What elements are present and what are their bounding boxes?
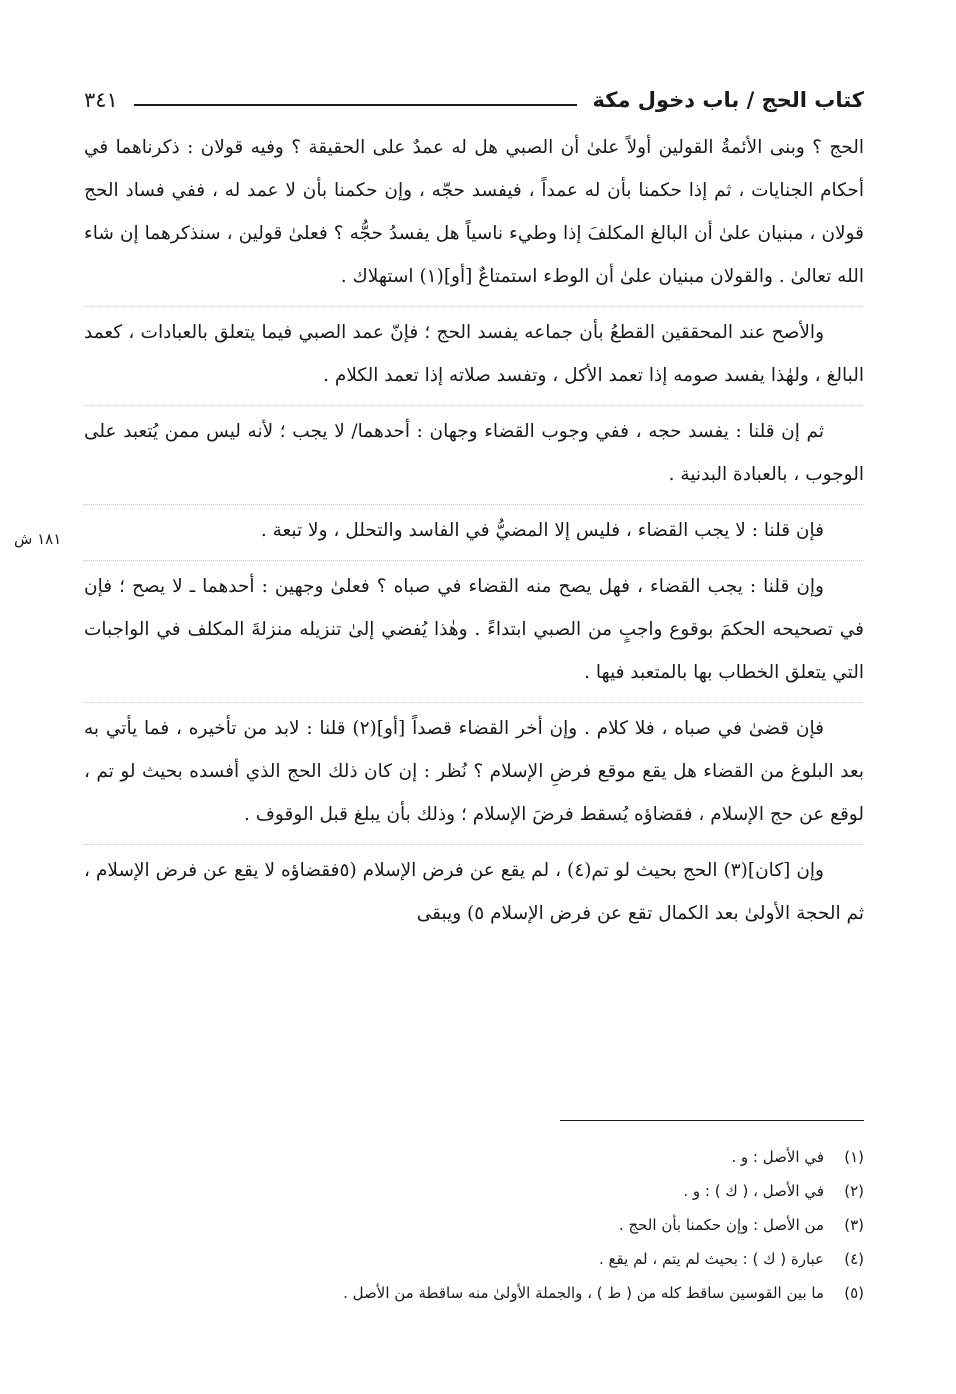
footnote bbox=[200, 1242, 864, 1276]
running-header bbox=[84, 80, 864, 120]
footnote-number: (٤) bbox=[844, 1250, 864, 1268]
paragraph: والأصح عند المحققين القطعُ بأن جماعه يفسد الحج ؛ فإنّ عمد الصبي فيما يتعلق بالعبادات ، كعمد البالغ ، ولهٰذا يفسد صومه إذا تعمد الأكل ، وتفسد صلاته إذا تعمد الكلام . bbox=[84, 306, 864, 397]
footnote-text: عبارة ( ك ) : بحيث لم يتم ، لم يقع . bbox=[599, 1250, 824, 1268]
footnote bbox=[200, 1140, 864, 1174]
footnote-number: (٢) bbox=[844, 1182, 864, 1200]
footnote-number: (٥) bbox=[844, 1284, 864, 1302]
footnote-number: (١) bbox=[844, 1148, 864, 1166]
margin-folio-note: ١٨١ ش bbox=[14, 530, 62, 548]
footnote-text: في الأصل : و . bbox=[731, 1148, 824, 1166]
footnote-number: (٣) bbox=[844, 1216, 864, 1234]
footnotes bbox=[200, 1140, 864, 1310]
paragraph: ثم إن قلنا : يفسد حجه ، ففي وجوب القضاء وجهان : أحدهما/ لا يجب ؛ لأنه ليس ممن يُتعبد على الوجوب ، بالعبادة البدنية . bbox=[84, 405, 864, 496]
footnote bbox=[200, 1174, 864, 1208]
paragraph: الحج ؟ وبنى الأئمةُ القولين أولاً علىٰ أن الصبي هل له عمدٌ على الحقيقة ؟ وفيه قولان : ذكرناهما في أحكام الجنايات ، ثم إذا حكمنا بأن له عمداً ، فيفسد حجّه ، وإن حكمنا بأن لا عمد له ، ففي فساد الحج قولان ، مبنيان علىٰ أن البالغ المكلفَ إذا وطيء ناسياً هل يفسدُ حجُّه ؟ فعلىٰ قولين ، سنذكرهما إن شاء الله تعالىٰ . والقولان مبنيان علىٰ أن الوطء استمتاعٌ [أو](١) استهلاك . bbox=[84, 137, 864, 287]
paragraph: وإن قلنا : يجب القضاء ، فهل يصح منه القضاء في صباه ؟ فعلىٰ وجهين : أحدهما ـ لا يصح ؛ فإن في تصحيحه الحكمَ بوقوع واجبٍ من الصبي ابتداءً . وهٰذا يُفضي إلىٰ تنزيله منزلةَ المكلف في الواجبات التي يتعلق الخطاب بها بالمتعبد فيها . bbox=[84, 560, 864, 694]
main-text bbox=[84, 126, 864, 939]
paragraph: فإن قضىٰ في صباه ، فلا كلام . وإن أخر القضاء قصداً [أو](٢) قلنا : لابد من تأخيره ، فما يأتي به بعد البلوغ من القضاء هل يقع موقع فرضِ الإسلام ؟ نُظر : إن كان ذلك الحج الذي أفسده بحيث لو تم ، لوقع عن حج الإسلام ، فقضاؤه يُسقط فرضَ الإسلام ؛ وذلك بأن يبلغ قبل الوقوف . bbox=[84, 702, 864, 836]
paragraph: وإن [كان](٣) الحج بحيث لو تم(٤) ، لم يقع عن فرض الإسلام (٥فقضاؤه لا يقع عن فرض الإسلام ، ثم الحجة الأولىٰ بعد الكمال تقع عن فرض الإسلام ٥) ويبقى bbox=[84, 844, 864, 935]
chapter-title: كتاب الحج / باب دخول مكة bbox=[592, 88, 864, 112]
footnote-text: في الأصل ، ( ك ) : و . bbox=[683, 1182, 824, 1200]
footnote-separator bbox=[560, 1120, 864, 1121]
footnote-text: من الأصل : وإن حكمنا بأن الحج . bbox=[618, 1216, 824, 1234]
page-number: ٣٤١ bbox=[84, 88, 118, 112]
paragraph: فإن قلنا : لا يجب القضاء ، فليس إلا المضيُّ في الفاسد والتحلل ، ولا تبعة . bbox=[84, 504, 864, 552]
footnote bbox=[200, 1208, 864, 1242]
header-rule bbox=[134, 104, 577, 106]
footnote-text: ما بين القوسين ساقط كله من ( ط ) ، والجملة الأولىٰ منه ساقطة من الأصل . bbox=[343, 1284, 824, 1302]
footnote bbox=[200, 1276, 864, 1310]
